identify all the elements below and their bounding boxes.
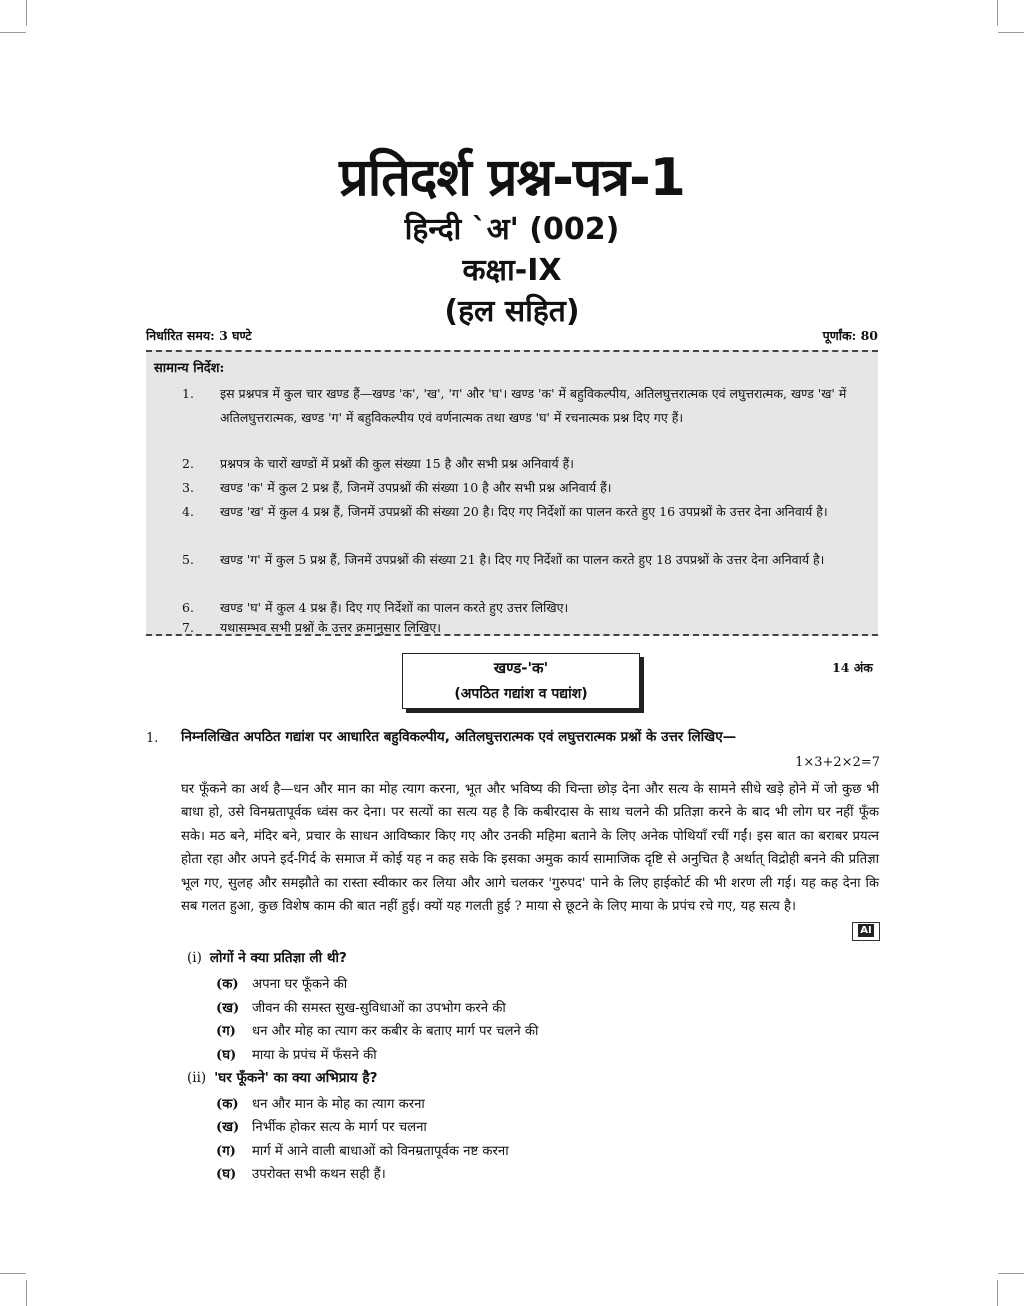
- subject-title: हिन्दी `अ' (002): [404, 212, 620, 247]
- instruction-text: खण्ड 'ख' में कुल 4 प्रश्न हैं, जिनमें उपप्रश्नों की संख्या 20 है। दिए गए निर्देशों का पालन करते हुए 16 उपप्रश्नों के उत्तर देना अनिवार्य है।: [220, 504, 828, 519]
- passage-text: घर फूँकने का अर्थ है—धन और मान का मोह त्याग करना, भूत और भविष्य की चिन्ता छोड़ देना और सत्य के सामने सीधे खड़े होने में जो कुछ भी बाधा हो, उसे विनम्रतापूर्वक ध्वंस कर देना। पर सत्यों का सत्य यह है कि कबीरदास के साथ चलने की प्रतिज्ञा करने के बाद भी लोग घर नहीं फूँक सके। मठ बने, मंदिर बने, प्रचार के साधन आविष्कार किए गए और उनकी महिमा बताने के लिए अनेक पोथियाँ रचीं गईं। इस बात का बराबर प्रयत्न होता रहा और अपने इर्द-गिर्द के समाज में कोई यह न कह सके कि इसका अमुक कार्य सामाजिक दृष्टि से अनुचित है अर्थात् विद्रोही बनने की प्रतिज्ञा भूल गए, सुलह और समझौते का रास्ता स्वीकार कर लिया और आगे चलकर 'गुरुपद' पाने के लिए हाईकोर्ट की भी शरण ली गई। यह कह देना कि सब गलत हुआ, कुछ विशेष काम की बात नहीं हुई। क्यों यह गलती हुई ? माया से छूटने के लिए माया के प्रपंच रचे गए, यह सत्य है।: [181, 782, 879, 915]
- instruction-text: खण्ड 'घ' में कुल 4 प्रश्न हैं। दिए गए निर्देशों का पालन करते हुए उत्तर लिखिए।: [220, 600, 569, 615]
- instruction-number: 6.: [182, 600, 194, 615]
- option-text: जीवन की समस्त सुख-सुविधाओं का उपभोग करने की: [252, 1001, 506, 1016]
- option: [216, 1117, 427, 1135]
- solution-title: (हल सहित): [444, 294, 580, 329]
- section-marks: 14 अंक: [832, 660, 873, 675]
- option: [216, 1094, 425, 1112]
- option-label: (घ): [216, 1167, 237, 1182]
- option-label: (ग): [216, 1024, 236, 1039]
- time-allowed: निर्धारित समय: 3 घण्टे: [146, 328, 252, 343]
- crop-mark: [26, 1280, 27, 1306]
- crop-mark: [0, 32, 26, 33]
- option-label: (घ): [216, 1048, 237, 1063]
- option-text: अपना घर फूँकने की: [252, 977, 348, 992]
- crop-mark: [997, 1280, 998, 1306]
- option-text: उपरोक्त सभी कथन सही हैं।: [252, 1167, 386, 1182]
- option-text: धन और मान के मोह का त्याग करना: [252, 1097, 425, 1112]
- sub-question-text: लोगों ने क्या प्रतिज्ञा ली थी?: [209, 950, 347, 966]
- option: [216, 1164, 386, 1182]
- option-label: (क): [216, 1097, 239, 1112]
- max-marks: पूर्णांक: 80: [822, 328, 878, 343]
- ai-icon-label: AI: [860, 925, 872, 936]
- instruction-number: 2.: [182, 456, 194, 471]
- instruction-number: 1.: [182, 386, 194, 401]
- crop-mark: [998, 32, 1024, 33]
- instruction-text: खण्ड 'ग' में कुल 5 प्रश्न हैं, जिनमें उपप्रश्नों की संख्या 21 है। दिए गए निर्देशों का पालन करते हुए 18 उपप्रश्नों के उत्तर देना अनिवार्य है।: [220, 552, 825, 567]
- sub-question: [187, 1068, 377, 1086]
- option: [216, 1141, 509, 1159]
- instruction-text: खण्ड 'क' में कुल 2 प्रश्न हैं, जिनमें उपप्रश्नों की संख्या 10 है और सभी प्रश्न अनिवार्य हैं।: [220, 480, 612, 495]
- question-number: 1.: [146, 731, 159, 746]
- option: [216, 974, 347, 992]
- option: [216, 1045, 377, 1063]
- option-label: (ग): [216, 1144, 236, 1159]
- instructions-heading: सामान्य निर्देश:: [154, 361, 225, 376]
- instruction-text: इस प्रश्नपत्र में कुल चार खण्ड हैं—खण्ड 'क', 'ख', 'ग' और 'घ'। खण्ड 'क' में बहुविकल्पीय, अतिलघुत्तरात्मक एवं लघुत्तरात्मक, खण्ड 'ख' में अतिलघुत्तरात्मक, खण्ड 'ग' में बहुविकल्पीय एवं वर्णनात्मक तथा खण्ड 'घ' में रचनात्मक प्रश्न दिए गए हैं।: [220, 386, 847, 425]
- page-title: प्रतिदर्श प्रश्न-पत्र-1: [339, 148, 685, 208]
- sub-question-number: (i): [187, 950, 202, 966]
- option-text: निर्भीक होकर सत्य के मार्ग पर चलना: [252, 1120, 427, 1135]
- instruction-number: 5.: [182, 552, 194, 567]
- crop-mark: [998, 1273, 1024, 1274]
- class-title: कक्षा-IX: [462, 253, 562, 288]
- option-text: माया के प्रपंच में फँसने की: [252, 1048, 377, 1063]
- instruction-text: यथासम्भव सभी प्रश्नों के उत्तर क्रमानुसार लिखिए।: [220, 620, 441, 635]
- sub-question-number: (ii): [187, 1070, 207, 1086]
- option-label: (क): [216, 977, 239, 992]
- ai-icon[interactable]: [852, 922, 880, 941]
- crop-mark: [26, 0, 27, 26]
- crop-mark: [0, 1273, 26, 1274]
- option: [216, 998, 506, 1016]
- general-instructions: [146, 350, 878, 636]
- sub-question-text: 'घर फूँकने' का क्या अभिप्राय है?: [214, 1070, 378, 1086]
- instruction-number: 3.: [182, 480, 194, 495]
- question-text: निम्नलिखित अपठित गद्यांश पर आधारित बहुविकल्पीय, अतिलघुत्तरात्मक एवं लघुत्तरात्मक प्रश्नों के उत्तर लिखिए—: [181, 729, 737, 745]
- section-title: खण्ड-'क': [493, 659, 549, 677]
- sub-question: [187, 948, 347, 966]
- option-text: मार्ग में आने वाली बाधाओं को विनम्रतापूर्वक नष्ट करना: [252, 1144, 509, 1159]
- option: [216, 1021, 538, 1039]
- section-subtitle: (अपठित गद्यांश व पद्यांश): [454, 686, 588, 702]
- instruction-number: 7.: [182, 620, 194, 635]
- option-label: (ख): [216, 1001, 240, 1016]
- crop-mark: [997, 0, 998, 26]
- instruction-text: प्रश्नपत्र के चारों खण्डों में प्रश्नों की कुल संख्या 15 है और सभी प्रश्न अनिवार्य हैं।: [220, 456, 574, 471]
- section-heading-box: [402, 653, 640, 709]
- instruction-number: 4.: [182, 504, 194, 519]
- question-marks: 1×3+2×2=7: [795, 755, 880, 770]
- option-label: (ख): [216, 1120, 240, 1135]
- option-text: धन और मोह का त्याग कर कबीर के बताए मार्ग पर चलने की: [252, 1024, 539, 1039]
